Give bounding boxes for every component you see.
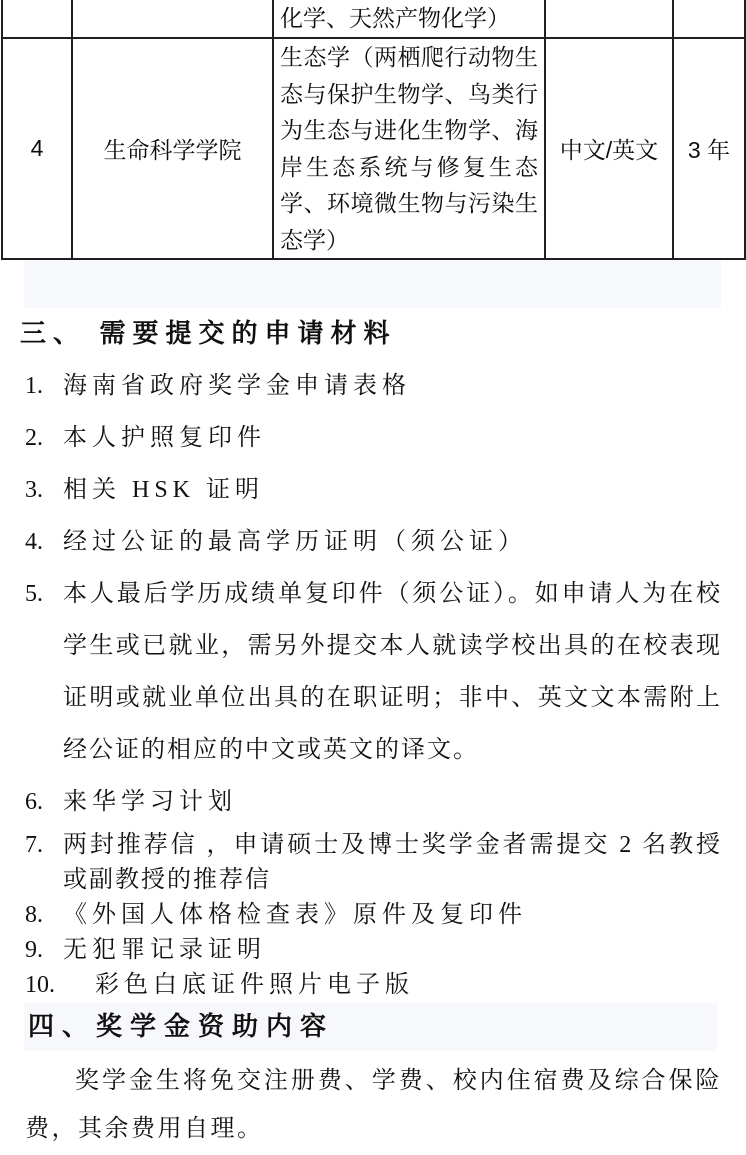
item-text: 本人护照复印件	[63, 425, 266, 451]
cell-duration: 3 年	[673, 38, 745, 259]
item-number: 9.	[25, 937, 43, 963]
item-text: 经过公证的最高学历证明（须公证）	[63, 529, 527, 555]
cell-language: 中文/英文	[545, 38, 673, 259]
table-row	[2, 38, 745, 259]
list-item-10	[25, 968, 722, 1003]
item-number: 3.	[25, 477, 43, 503]
item-number: 10.	[25, 972, 55, 998]
funding-paragraph: 奖学金生将免交注册费、学费、校内住宿费及综合保险费，其余费用自理。	[25, 1068, 722, 1142]
item-number: 7.	[25, 832, 43, 858]
programs-table	[1, 0, 746, 260]
list-item-7	[25, 828, 722, 898]
cell-school-empty	[72, 0, 273, 38]
item-text: 相关 HSK 证明	[63, 477, 265, 503]
item-text: 本人最后学历成绩单复印件（须公证）。如申请人为在校学生或已就业，需另外提交本人就读学校出具的在校表现证明或就业单位出具的在职证明；非中、英文文本需附上经公证的相应的中文或英文的译文。	[63, 581, 722, 763]
list-item-4	[25, 516, 722, 568]
list-item-3	[25, 464, 722, 516]
section-heading-funding: 四、奖学金资助内容	[24, 1003, 717, 1051]
item-number: 5.	[25, 581, 43, 607]
item-number: 4.	[25, 529, 43, 555]
section-heading-materials: 三、 需要提交的申请材料	[20, 319, 397, 348]
item-text: 来华学习计划	[63, 789, 237, 815]
cell-index-empty	[2, 0, 72, 38]
list-item-9	[25, 933, 722, 968]
list-item-8	[25, 898, 722, 933]
item-number: 8.	[25, 902, 43, 928]
table-row-partial	[2, 0, 745, 38]
item-text: 彩色白底证件照片电子版	[95, 972, 414, 998]
item-number: 1.	[25, 373, 43, 399]
item-text: 《外国人体格检查表》原件及复印件	[63, 902, 527, 928]
cell-school: 生命科学学院	[72, 38, 273, 259]
list-item-5	[25, 568, 722, 776]
cell-duration-empty	[673, 0, 745, 38]
list-item-1	[25, 360, 722, 412]
highlight-band-spacer	[24, 260, 721, 308]
item-number: 2.	[25, 425, 43, 451]
list-item-6	[25, 776, 722, 828]
item-text: 无犯罪记录证明	[63, 937, 266, 963]
item-text: 海南省政府奖学金申请表格	[63, 373, 411, 399]
cell-language-empty	[545, 0, 673, 38]
materials-list	[25, 360, 722, 1003]
list-item-2	[25, 412, 722, 464]
cell-major-tail: 化学、天然产物化学）	[273, 0, 545, 38]
item-number: 6.	[25, 789, 43, 815]
cell-index: 4	[2, 38, 72, 259]
item-text: 两封推荐信 ，申请硕士及博士奖学金者需提交 2 名教授或副教授的推荐信	[63, 832, 722, 893]
cell-major: 生态学（两栖爬行动物生态与保护生物学、鸟类行为生态与进化生物学、海岸生态系统与修复生态学、环境微生物与污染生态学）	[273, 38, 545, 259]
